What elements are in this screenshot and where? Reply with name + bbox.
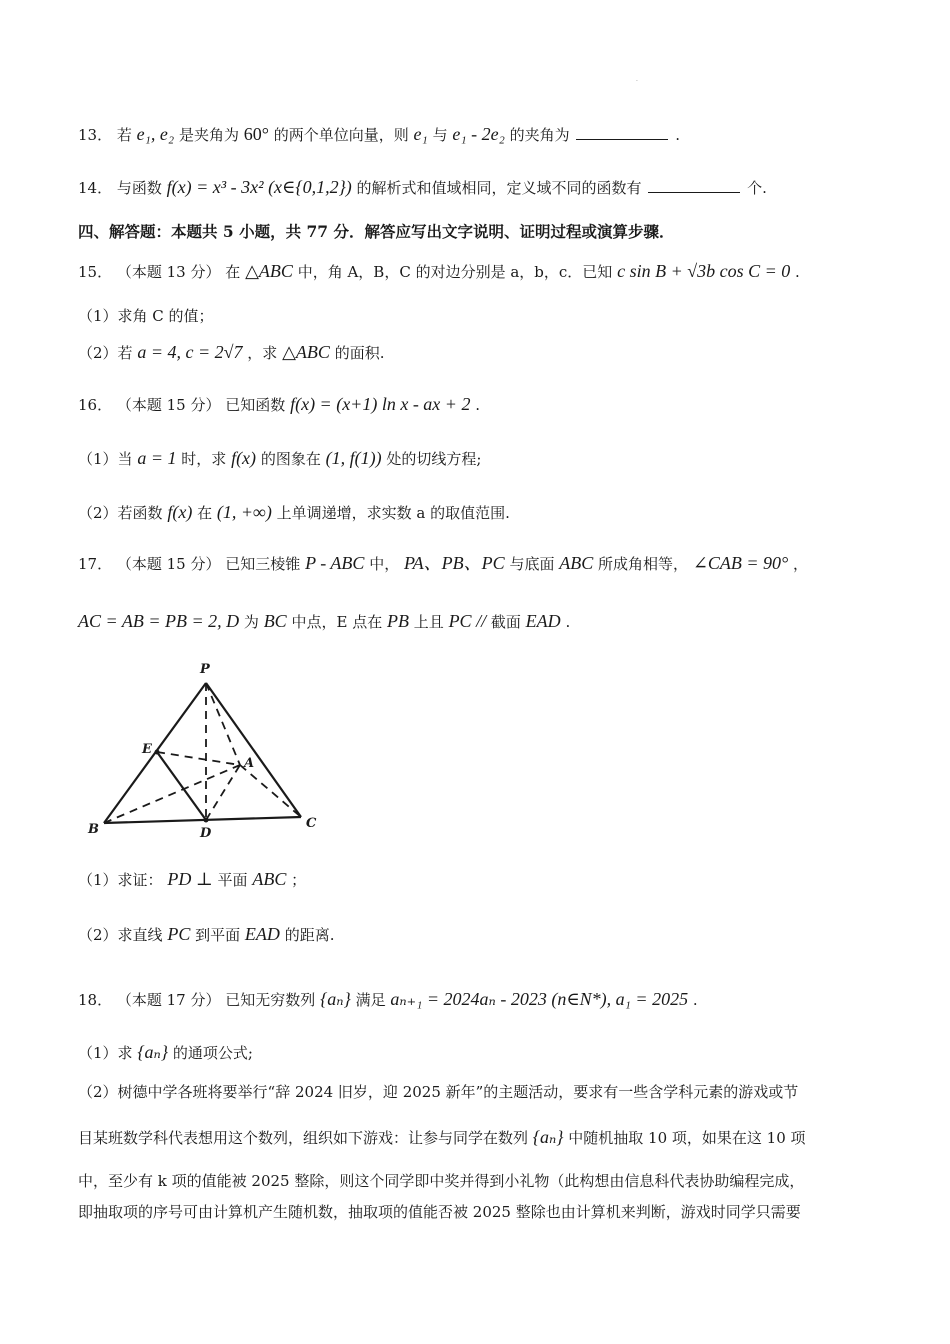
- section-4-heading: 四、解答题：本题共 5 小题，共 77 分．解答应写出文字说明、证明过程或演算步骤．: [78, 222, 675, 241]
- q13-text-5: 的夹角为: [509, 126, 570, 144]
- q16-p1-text-1: （1）当: [78, 450, 133, 468]
- q17-p1-pd-perp: PD ⊥: [167, 869, 213, 889]
- q15-end: .: [795, 263, 800, 281]
- q17-p2-text-3: 的距离.: [284, 926, 335, 944]
- q13-number: 13．: [78, 126, 113, 144]
- edge-da: [206, 765, 240, 820]
- q17-p1-abc: ABC: [252, 869, 287, 889]
- q17-line-2: [78, 609, 570, 634]
- q16-p1-text-2: 时，求: [181, 450, 227, 468]
- q15-part-1: （1）求角 C 的值；: [78, 307, 214, 325]
- question-14: [78, 175, 767, 200]
- label-d: D: [200, 826, 212, 841]
- q17-p1-text-2: 平面: [217, 871, 248, 889]
- q15-p2-text-1: （2）若: [78, 344, 133, 362]
- q17-bc: BC: [263, 611, 287, 631]
- label-p: P: [200, 662, 210, 677]
- edge-pc: [206, 683, 301, 817]
- q18-part-1: [78, 1040, 253, 1065]
- q14-text-1: 与函数: [116, 179, 162, 197]
- q14-function: f(x) = x³ - 3x² (x∈{0,1,2}): [166, 177, 352, 197]
- q16-part-2: [78, 500, 510, 525]
- q15-p2-equation: a = 4, c = 2√7: [137, 342, 243, 362]
- q15-p2-triangle: △ABC: [282, 342, 330, 362]
- q16-p2-interval: (1, +∞): [216, 502, 272, 522]
- question-13: [78, 122, 680, 147]
- q15-p2-text-2: ，求: [247, 344, 278, 362]
- q17-l2-text-4: 截面: [490, 613, 521, 631]
- q16-p1-text-4: 处的切线方程;: [386, 450, 482, 468]
- q13-end: .: [675, 126, 680, 144]
- label-b: B: [88, 822, 99, 837]
- q16-p2-text-1: （2）若函数: [78, 504, 163, 522]
- pyramid-figure: [80, 655, 340, 845]
- q13-text-3: 的两个单位向量，则: [273, 126, 409, 144]
- q15-points: （本题 13 分）: [116, 263, 221, 281]
- q16-p2-text-3: 上单调递增，求实数 a 的取值范围.: [276, 504, 510, 522]
- q17-text-1: 已知三棱锥: [225, 555, 301, 573]
- q14-end: 个.: [747, 179, 767, 197]
- q17-p2-text-2: 到平面: [195, 926, 241, 944]
- q16-part-1: [78, 446, 481, 471]
- q13-text-1: 若: [116, 126, 132, 144]
- q15-p2-text-3: 的面积.: [334, 344, 385, 362]
- q17-l2-text-3: 上且: [413, 613, 444, 631]
- q16-function: f(x) = (x+1) ln x - ax + 2: [290, 394, 471, 414]
- q18-part-2-line-4: 即抽取项的序号可由计算机产生随机数，抽取项的值能否被 2025 整除也由计算机来判断，游戏时同学只需要: [78, 1203, 801, 1221]
- label-a: A: [244, 756, 255, 771]
- q17-text-2: 中，: [369, 555, 400, 573]
- q17-p2-text-1: （2）求直线: [78, 926, 163, 944]
- q18-p2-text-1: 目某班数学科代表想用这个数列，组织如下游戏：让参与同学在数列: [78, 1129, 529, 1147]
- q17-l2-end: .: [565, 613, 571, 631]
- q16-p1-text-3: 的图象在: [260, 450, 321, 468]
- q18-part-2-line-3: 中，至少有 k 项的值能被 2025 整除，则这个同学即中奖并得到小礼物（此构想由信息科代表协助编程完成，: [78, 1172, 805, 1190]
- q18-p1-text-2: 的通项公式;: [172, 1044, 253, 1062]
- q18-points: （本题 17 分）: [116, 991, 221, 1009]
- q17-points: （本题 15 分）: [116, 555, 221, 573]
- q14-number: 14．: [78, 179, 113, 197]
- q13-answer-blank[interactable]: [576, 125, 668, 140]
- q18-end: .: [692, 991, 698, 1009]
- q18-text-1: 已知无穷数列: [225, 991, 316, 1009]
- q16-p2-function: f(x): [167, 502, 193, 522]
- q16-text-1: 已知函数: [225, 396, 286, 414]
- question-16: [78, 392, 480, 417]
- q14-text-2: 的解析式和值域相同，定义域不同的函数有: [356, 179, 642, 197]
- q13-expression: e₁ - 2e₂: [452, 124, 505, 144]
- q18-number: 18．: [78, 991, 113, 1009]
- q14-answer-blank[interactable]: [648, 178, 740, 193]
- q17-number: 17．: [78, 555, 113, 573]
- q16-end: .: [475, 396, 481, 414]
- q18-sequence: {aₙ}: [320, 989, 351, 1009]
- q17-text-5: ，: [793, 555, 809, 573]
- q17-text-4: 所成角相等，: [598, 555, 689, 573]
- q16-p1-point: (1, f(1)): [325, 448, 382, 468]
- edge-ea: [157, 752, 240, 765]
- q15-text-2: 中，角 A，B，C 的对边分别是 a，b，c．已知: [297, 263, 613, 281]
- question-17: [78, 551, 808, 576]
- q17-angle: ∠CAB = 90°: [692, 553, 789, 573]
- q15-text-1: 在: [225, 263, 241, 281]
- q17-pb: PB: [386, 611, 409, 631]
- q15-part-2: [78, 340, 384, 365]
- q13-angle: 60°: [243, 124, 269, 144]
- q17-text-3: 与底面: [509, 555, 555, 573]
- q15-triangle: △ABC: [245, 261, 293, 281]
- q16-p2-text-2: 在: [197, 504, 213, 522]
- point-d: [204, 818, 209, 823]
- q17-base: ABC: [559, 553, 594, 573]
- edge-bc: [104, 817, 301, 823]
- q17-part-2: [78, 922, 334, 947]
- scan-dot: ·: [636, 78, 638, 85]
- q16-p1-function: f(x): [231, 448, 257, 468]
- question-15: [78, 259, 800, 284]
- q16-p1-equation: a = 1: [137, 448, 177, 468]
- q16-points: （本题 15 分）: [116, 396, 221, 414]
- label-e: E: [142, 742, 152, 757]
- q17-l2-text-2: 中点，E 点在: [291, 613, 383, 631]
- q18-part-2-line-2: [78, 1125, 806, 1150]
- q18-p2-text-2: 中随机抽取 10 项，如果在这 10 项: [568, 1129, 806, 1147]
- q17-part-1: [78, 867, 306, 892]
- q18-p2-sequence: {aₙ}: [532, 1127, 564, 1147]
- q17-p1-end: ；: [291, 871, 307, 889]
- q15-number: 15．: [78, 263, 113, 281]
- q13-text-4: 与: [432, 126, 448, 144]
- q17-p2-pc: PC: [167, 924, 191, 944]
- q13-e1: e₁: [413, 124, 428, 144]
- q18-text-2: 满足: [355, 991, 386, 1009]
- q17-ead: EAD: [525, 611, 561, 631]
- q13-text-2: 是夹角为: [178, 126, 239, 144]
- question-18: [78, 987, 698, 1012]
- q18-p1-text-1: （1）求: [78, 1044, 133, 1062]
- q13-vectors: e₁, e₂: [136, 124, 175, 144]
- point-e: [155, 750, 160, 755]
- edge-ed: [157, 752, 206, 820]
- q17-parallel: PC //: [448, 611, 487, 631]
- q18-p1-sequence: {aₙ}: [137, 1042, 169, 1062]
- label-c: C: [306, 816, 317, 831]
- q17-l2-text-1: 为: [243, 613, 259, 631]
- q18-part-2-line-1: （2）树德中学各班将要举行“辞 2024 旧岁，迎 2025 新年”的主题活动，要求有一些含学科元素的游戏或节: [78, 1083, 799, 1101]
- q17-p1-text-1: （1）求证：: [78, 871, 163, 889]
- q16-number: 16．: [78, 396, 113, 414]
- q17-p2-ead: EAD: [244, 924, 280, 944]
- q15-equation: c sin B + √3b cos C = 0: [617, 261, 791, 281]
- q18-recurrence: aₙ₊₁ = 2024aₙ - 2023 (n∈N*), a₁ = 2025: [390, 989, 689, 1009]
- q17-lengths: AC = AB = PB = 2, D: [78, 611, 240, 631]
- q17-pyramid: P - ABC: [305, 553, 365, 573]
- q17-edges: PA、PB、PC: [404, 553, 505, 573]
